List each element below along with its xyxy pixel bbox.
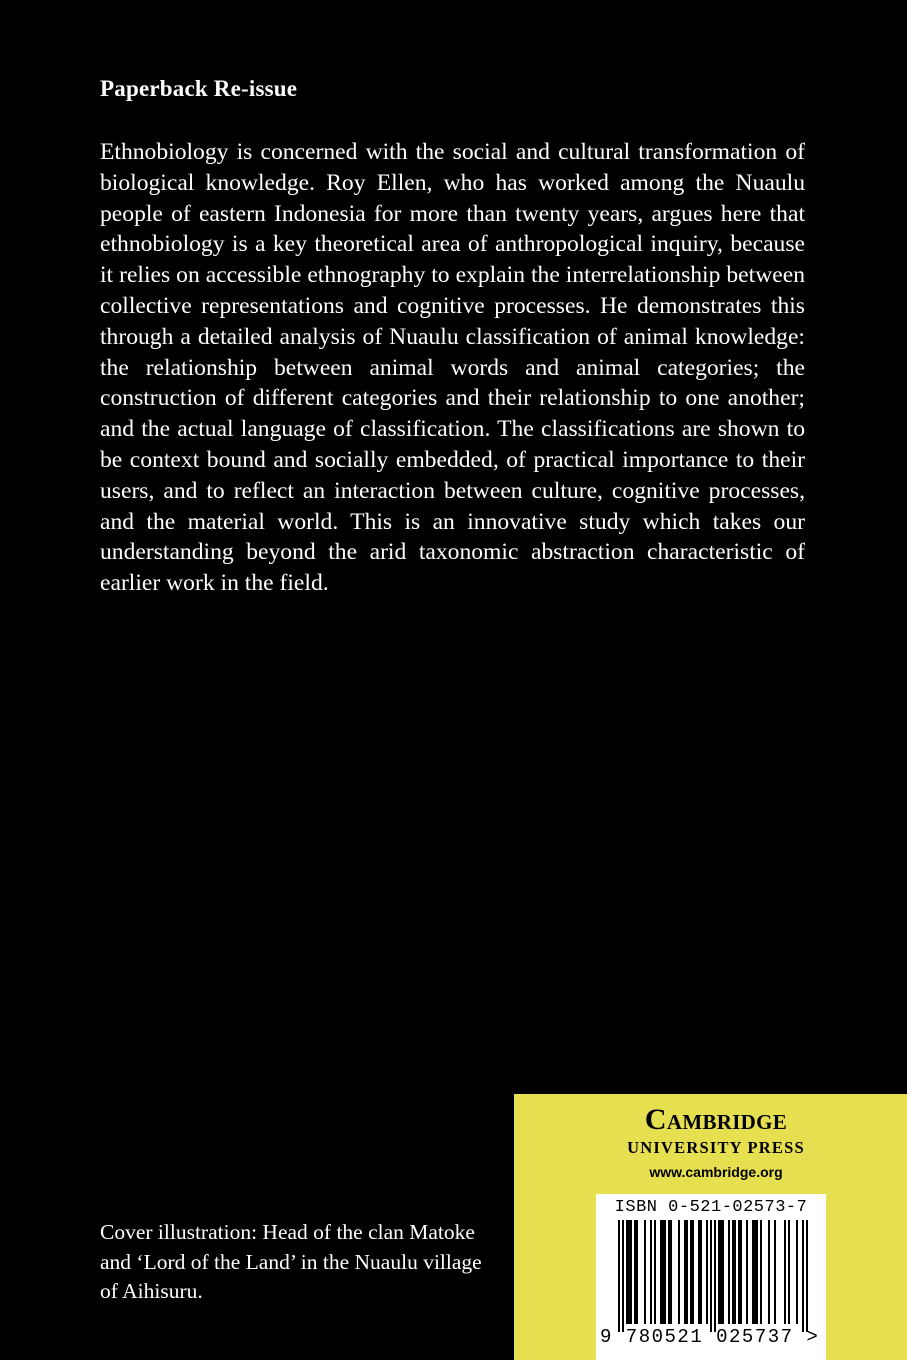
barcode-bar (710, 1220, 712, 1332)
barcode-bar (622, 1220, 624, 1332)
barcode-bar (728, 1220, 730, 1324)
barcode-bar (784, 1220, 786, 1324)
barcode-bar (734, 1220, 736, 1324)
barcode-bar (686, 1220, 688, 1324)
book-description: Ethnobiology is concerned with the social and cultural transformation of biological knowledge. Roy Ellen, who has worked among the Nuaulu people of eastern Indonesia for more than twenty years, argues here that ethnobiology is a key theoretical area of anthropological inquiry, because it relies on accessible ethnography to explain the interrelationship between collective representations and cognitive processes. He demonstrates this through a detailed analysis of Nuaulu classification of animal knowledge: the relationship between animal words and animal categories; the construction of different categories and their relationship to one another; and the actual language of classification. The classifications are shown to be context bound and socially embedded, of practical importance to their users, and to reflect an interaction between culture, cognitive processes, and the material world. This is an innovative study which takes our understanding beyond the arid taxonomic abstraction characteristic of earlier work in the field. (100, 139, 805, 597)
barcode-bar (768, 1220, 770, 1324)
barcode-bar (636, 1220, 638, 1324)
barcode-bar (720, 1220, 722, 1324)
barcode-bar (690, 1220, 692, 1324)
barcode-box (596, 1194, 826, 1360)
barcode-bar (802, 1220, 804, 1332)
barcode-bar (662, 1220, 664, 1324)
barcode-bar (806, 1220, 808, 1332)
barcode-bar (654, 1220, 656, 1324)
publisher-subtitle: UNIVERSITY PRESS (627, 1138, 805, 1157)
barcode-bar (722, 1220, 724, 1324)
barcode-bar (626, 1220, 628, 1324)
barcode-bar (644, 1220, 646, 1324)
barcode-bar (684, 1220, 686, 1324)
barcode-bar (706, 1220, 708, 1324)
barcode-bar (692, 1220, 694, 1324)
barcode-bar (754, 1220, 756, 1324)
cover-illustration-caption: Cover illustration: Head of the clan Matoke and ‘Lord of the Land’ in the Nuaulu village of Aihisuru. (100, 1220, 482, 1303)
heading: Paperback Re-issue (100, 76, 298, 101)
barcode-bar (760, 1220, 762, 1324)
barcode-bar (634, 1220, 636, 1324)
barcode-bar (796, 1220, 798, 1324)
barcode-digits: 9 780521 025737 > (600, 1326, 820, 1348)
barcode-bar (660, 1220, 662, 1324)
barcode-bar (650, 1220, 652, 1324)
barcode-bar (774, 1220, 776, 1324)
barcode-bar (732, 1220, 734, 1324)
barcode-bar (752, 1220, 754, 1324)
barcode-bar (714, 1220, 716, 1332)
barcode-bar (788, 1220, 790, 1324)
barcode-bar (618, 1220, 620, 1332)
isbn-label: ISBN 0-521-02573-7 (614, 1198, 808, 1217)
publisher-name: Cambridge (644, 1103, 788, 1136)
barcode-bar (746, 1220, 748, 1324)
barcode-bar (718, 1220, 720, 1324)
barcode-bar (668, 1220, 670, 1324)
barcode-bar (630, 1220, 632, 1324)
barcode-bar (738, 1220, 740, 1324)
publisher-url: www.cambridge.org (649, 1164, 783, 1180)
barcode-bar (678, 1220, 680, 1324)
barcode-bar (664, 1220, 666, 1324)
barcode-bar (628, 1220, 630, 1324)
barcode-bar (740, 1220, 742, 1324)
publisher-panel (514, 1094, 907, 1360)
barcode-bar (698, 1220, 700, 1324)
barcode-bar (756, 1220, 758, 1324)
barcode-bar (670, 1220, 672, 1324)
barcode-bar (700, 1220, 702, 1324)
